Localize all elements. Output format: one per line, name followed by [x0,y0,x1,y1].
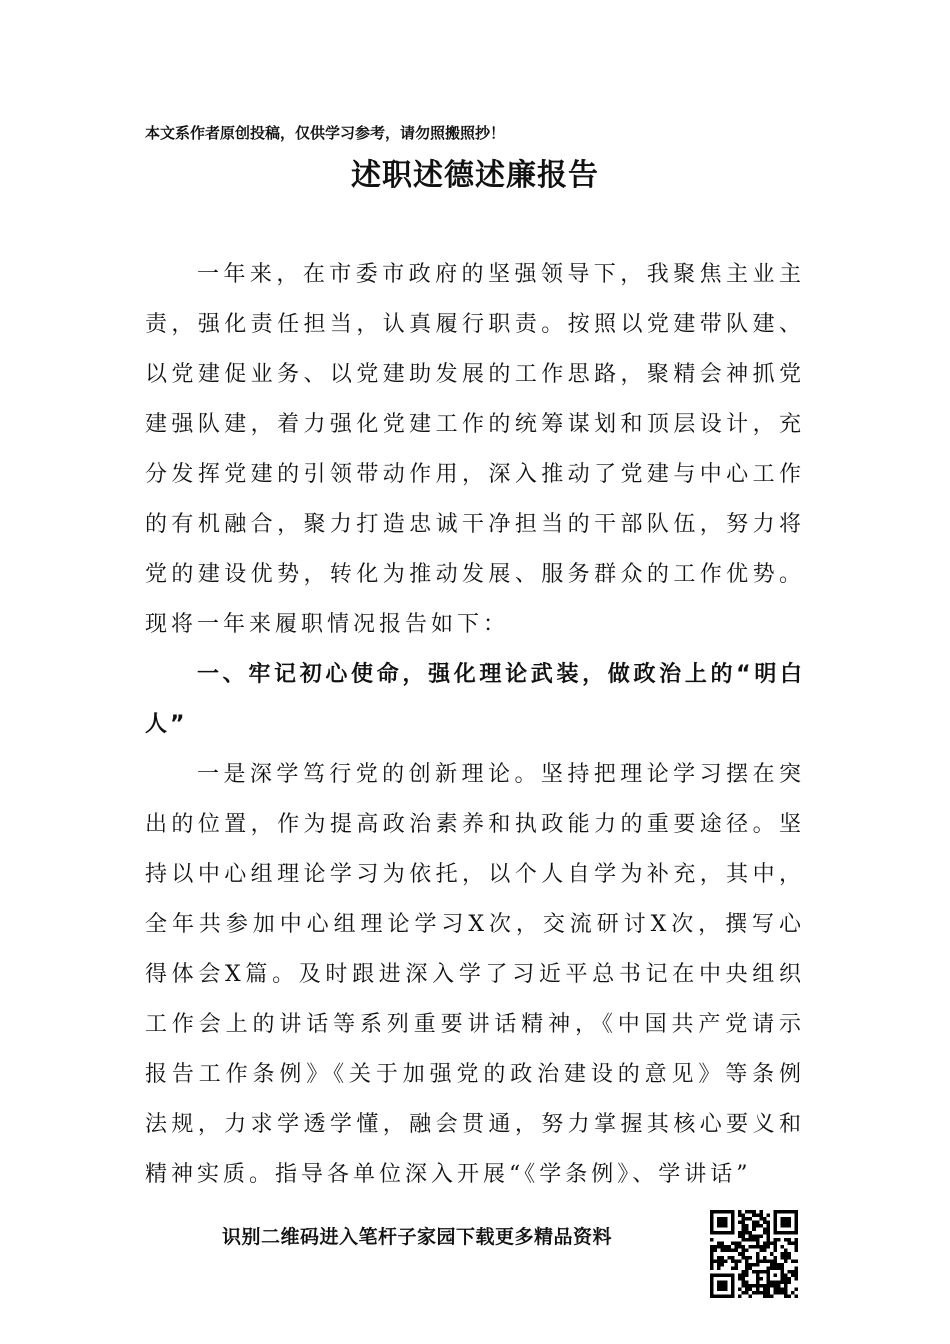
section-heading: 一、牢记初心使命，强化理论武装，做政治上的“明白人” [145,662,805,737]
document-body [145,250,805,1200]
intro-paragraph: 一年来，在市委市政府的坚强领导下，我聚焦主业主责，强化责任担当，认真履行职责。按照以党建带队建、以党建促业务、以党建助发展的工作思路，聚精会神抓党建强队建，着力强化党建工作的统筹谋划和顶层设计，充分发挥党建的引领带动作用，深入推动了党建与中心工作的有机融合，聚力打造忠诚干净担当的干部队伍，努力将党的建设优势，转化为推动发展、服务群众的工作优势。现将一年来履职情况报告如下： [145,262,805,637]
copyright-notice: 本文系作者原创投稿，仅供学习参考，请勿照搬照抄！ [145,124,506,142]
footer-promo-text: 识别二维码进入笔杆子家园下载更多精品资料 [222,1226,613,1248]
body-paragraph: 一是深学笃行党的创新理论。坚持把理论学习摆在突出的位置，作为提高政治素养和执政能力的重要途径。坚持以中心组理论学习为依托，以个人自学为补充，其中，全年共参加中心组理论学习X次，交流研讨X次，撰写心得体会X篇。及时跟进深入学了习近平总书记在中央组织工作会上的讲话等系列重要讲话精神，《中国共产党请示报告工作条例》《关于加强党的政治建设的意见》等条例法规，力求学透学懂，融会贯通，努力掌握其核心要义和精神实质。指导各单位深入开展“《学条例》、学讲话” [145,762,805,1187]
document-title: 述职述德述廉报告 [351,158,599,193]
qr-code-icon[interactable] [710,1210,798,1298]
